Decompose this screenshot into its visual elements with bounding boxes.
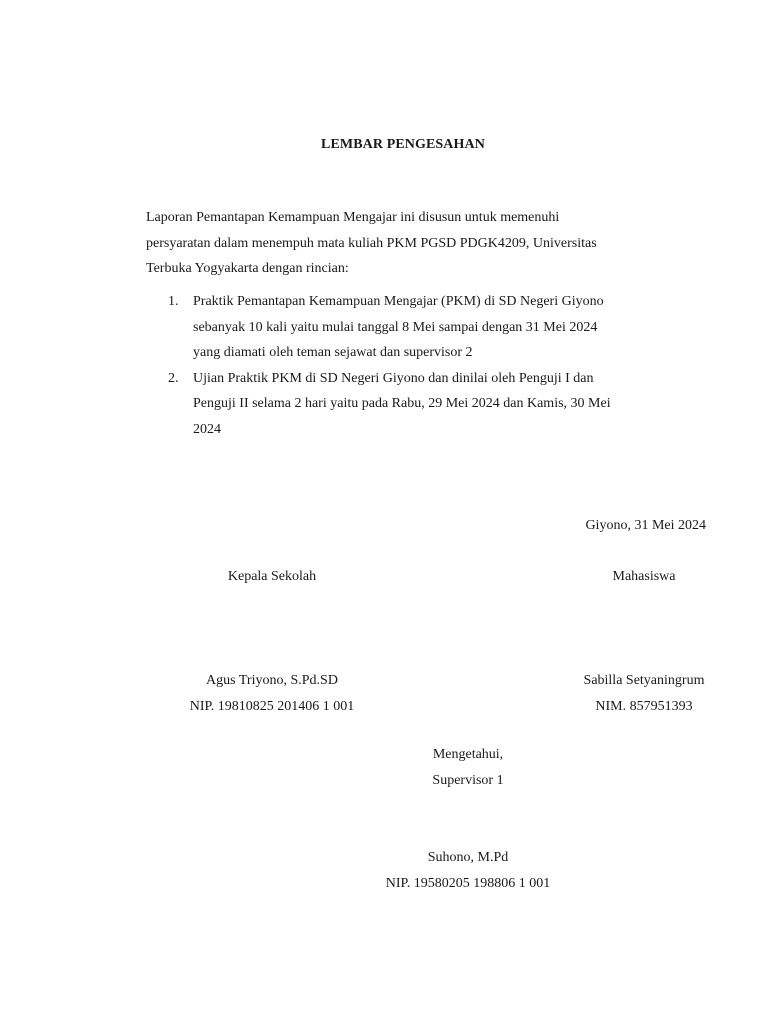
list-item-line: 2024: [193, 421, 221, 437]
intro-line: persyaratan dalam menempuh mata kuliah PKM PGSD PDGK4209, Universitas: [146, 235, 597, 251]
acknowledge-label: Mengetahui,: [432, 747, 504, 762]
right-signer-role: Mahasiswa: [612, 569, 676, 584]
left-signer-role: Kepala Sekolah: [227, 569, 317, 584]
list-item-line: Ujian Praktik PKM di SD Negeri Giyono dan dinilai oleh Penguji I dan: [193, 370, 594, 386]
right-signer-id: NIM. 857951393: [595, 699, 693, 714]
intro-paragraph: [146, 205, 666, 282]
list-item-number: 1.: [168, 294, 179, 309]
supervisor-signer-block: [368, 845, 568, 897]
document-title: LEMBAR PENGESAHAN: [321, 137, 485, 152]
list-item-line: yang diamati oleh teman sejawat dan supervisor 2: [193, 345, 473, 360]
list-item-number: 2.: [168, 370, 179, 386]
place-date: Giyono, 31 Mei 2024: [585, 518, 706, 533]
list-item-line: sebanyak 10 kali yaitu mulai tanggal 8 Mei sampai dengan 31 Mei 2024: [193, 319, 598, 335]
list-item: [146, 366, 686, 443]
supervisor-heading: [368, 742, 568, 794]
left-signer-block: [172, 668, 372, 720]
right-signer-name: Sabilla Setyaningrum: [583, 673, 705, 688]
supervisor-name: Suhono, M.Pd: [427, 850, 509, 865]
list-item: [146, 289, 686, 366]
supervisor-role: Supervisor 1: [432, 773, 504, 788]
supervisor-id: NIP. 19580205 198806 1 001: [385, 876, 551, 891]
list-item-line: Praktik Pemantapan Kemampuan Mengajar (PKM) di SD Negeri Giyono: [193, 294, 604, 309]
intro-line: Terbuka Yogyakarta dengan rincian:: [146, 261, 349, 276]
list-item-line: Penguji II selama 2 hari yaitu pada Rabu, 29 Mei 2024 dan Kamis, 30 Mei: [193, 396, 611, 411]
right-signer-block: [544, 668, 744, 720]
intro-line: Laporan Pemantapan Kemampuan Mengajar ini disusun untuk memenuhi: [146, 210, 560, 225]
detail-list: [146, 289, 686, 442]
left-signer-id: NIP. 19810825 201406 1 001: [189, 699, 355, 714]
left-signer-name: Agus Triyono, S.Pd.SD: [206, 673, 338, 688]
